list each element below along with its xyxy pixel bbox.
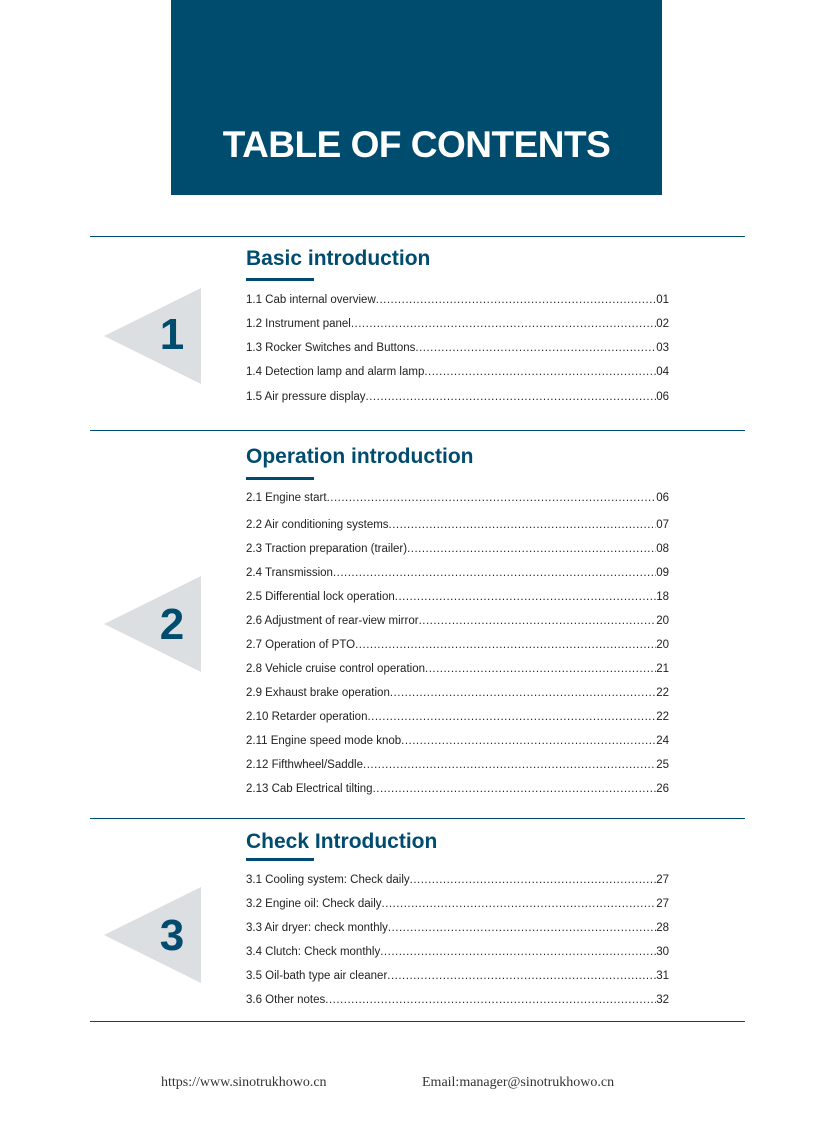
toc-entry-page: 32 (656, 994, 669, 1006)
toc-entry-label: 1.5 Air pressure display (246, 391, 366, 403)
toc-leader-dots (419, 615, 657, 627)
toc-entry[interactable] (246, 683, 669, 699)
toc-leader-dots (415, 342, 656, 354)
toc-entry-label: 1.3 Rocker Switches and Buttons (246, 342, 416, 354)
toc-leader-dots (410, 874, 657, 886)
toc-entry-page: 30 (656, 946, 669, 958)
toc-leader-dots (395, 591, 656, 603)
toc-leader-dots (425, 663, 656, 675)
toc-entry-label: 2.10 Retarder operation (246, 711, 368, 723)
toc-leader-dots (376, 294, 656, 306)
toc-entry[interactable] (246, 611, 669, 627)
toc-entry-label: 2.13 Cab Electrical tilting (246, 783, 373, 795)
toc-leader-dots (390, 687, 656, 699)
toc-entry-label: 2.8 Vehicle cruise control operation (246, 663, 425, 675)
toc-leader-dots (327, 492, 657, 504)
toc-leader-dots (333, 567, 656, 579)
toc-leader-dots (366, 391, 657, 403)
toc-entry-label: 3.3 Air dryer: check monthly (246, 922, 388, 934)
section-divider (90, 818, 745, 819)
toc-entry[interactable] (246, 731, 669, 747)
toc-entry-page: 08 (656, 543, 669, 555)
toc-entry[interactable] (246, 539, 669, 555)
toc-entry-label: 3.5 Oil-bath type air cleaner (246, 970, 388, 982)
toc-entry-label: 2.12 Fifthwheel/Saddle (246, 759, 363, 771)
toc-entry-label: 2.1 Engine start (246, 492, 327, 504)
toc-leader-dots (387, 970, 656, 982)
toc-entry[interactable] (246, 755, 669, 771)
toc-entry[interactable] (246, 290, 669, 306)
toc-leader-dots (325, 994, 656, 1006)
toc-entry[interactable] (246, 338, 669, 354)
toc-entry[interactable] (246, 387, 669, 403)
toc-leader-dots (389, 519, 657, 531)
section-title-underline (246, 278, 314, 281)
toc-entry[interactable] (246, 707, 669, 723)
toc-entry-label: 2.2 Air conditioning systems (246, 519, 389, 531)
toc-entry-page: 28 (656, 922, 669, 934)
toc-entry-label: 3.2 Engine oil: Check daily (246, 898, 382, 910)
toc-leader-dots (380, 946, 656, 958)
section-number: 1 (159, 310, 185, 359)
section-title-check: Check Introduction (246, 830, 438, 853)
toc-leader-dots (401, 735, 656, 747)
toc-entry-page: 22 (656, 687, 669, 699)
section-divider (90, 1021, 745, 1022)
toc-leader-dots (363, 759, 656, 771)
toc-entry[interactable] (246, 942, 669, 958)
toc-entry-page: 18 (656, 591, 669, 603)
toc-entry-page: 01 (656, 294, 669, 306)
toc-entry-page: 03 (656, 342, 669, 354)
toc-entry-page: 27 (656, 874, 669, 886)
toc-entry-page: 27 (656, 898, 669, 910)
toc-leader-dots (382, 898, 657, 910)
section-title-basic: Basic introduction (246, 247, 431, 270)
toc-entry-label: 1.4 Detection lamp and alarm lamp (246, 366, 425, 378)
toc-entry-label: 2.11 Engine speed mode knob (246, 735, 402, 747)
toc-entry-label: 1.2 Instrument panel (246, 318, 351, 330)
toc-entry-page: 21 (656, 663, 669, 675)
header-banner (171, 0, 662, 195)
section-title-underline (246, 477, 314, 480)
toc-entry-page: 04 (656, 366, 669, 378)
toc-entry-label: 1.1 Cab internal overview (246, 294, 376, 306)
toc-entry-page: 07 (656, 519, 669, 531)
toc-entry[interactable] (246, 515, 669, 531)
section-number: 3 (159, 911, 185, 960)
toc-entry[interactable] (246, 314, 669, 330)
toc-entry[interactable] (246, 966, 669, 982)
email-link[interactable]: Email:manager@sinotrukhowo.cn (422, 1075, 615, 1090)
toc-entry[interactable] (246, 488, 669, 504)
toc-entry-page: 20 (656, 615, 669, 627)
section-title-operation: Operation introduction (246, 445, 474, 468)
toc-entry-page: 06 (656, 391, 669, 403)
website-link[interactable]: https://www.sinotrukhowo.cn (161, 1075, 327, 1090)
toc-entry-page: 09 (656, 567, 669, 579)
toc-entry-label: 3.6 Other notes (246, 994, 326, 1006)
toc-entry[interactable] (246, 563, 669, 579)
toc-entry-label: 2.3 Traction preparation (trailer) (246, 543, 408, 555)
toc-entry-page: 31 (656, 970, 669, 982)
toc-entry[interactable] (246, 587, 669, 603)
toc-entry[interactable] (246, 779, 669, 795)
section-divider (90, 430, 745, 431)
toc-entry-label: 3.1 Cooling system: Check daily (246, 874, 410, 886)
toc-entry-label: 2.4 Transmission (246, 567, 333, 579)
toc-leader-dots (373, 783, 657, 795)
toc-leader-dots (351, 318, 656, 330)
toc-entry[interactable] (246, 635, 669, 651)
toc-entry-page: 20 (656, 639, 669, 651)
toc-entry[interactable] (246, 918, 669, 934)
toc-entry-label: 2.6 Adjustment of rear-view mirror (246, 615, 419, 627)
section-title-underline (246, 858, 314, 861)
toc-entry-page: 25 (656, 759, 669, 771)
toc-leader-dots (407, 543, 656, 555)
toc-entry-label: 2.5 Differential lock operation (246, 591, 395, 603)
toc-entry[interactable] (246, 362, 669, 378)
toc-leader-dots (388, 922, 656, 934)
toc-leader-dots (367, 711, 656, 723)
section-number: 2 (159, 600, 185, 649)
toc-entry[interactable] (246, 894, 669, 910)
toc-entry-page: 02 (656, 318, 669, 330)
toc-leader-dots (424, 366, 656, 378)
section-divider (90, 236, 745, 237)
toc-entry[interactable] (246, 659, 669, 675)
toc-leader-dots (355, 639, 656, 651)
toc-entry[interactable] (246, 870, 669, 886)
toc-entry[interactable] (246, 990, 669, 1006)
toc-entry-label: 3.4 Clutch: Check monthly (246, 946, 381, 958)
toc-entry-label: 2.7 Operation of PTO (246, 639, 356, 651)
toc-entry-page: 22 (656, 711, 669, 723)
page-title: TABLE OF CONTENTS (222, 124, 611, 165)
toc-entry-page: 06 (656, 492, 669, 504)
toc-entry-page: 24 (656, 735, 669, 747)
toc-entry-page: 26 (656, 783, 669, 795)
toc-entry-label: 2.9 Exhaust brake operation (246, 687, 390, 699)
